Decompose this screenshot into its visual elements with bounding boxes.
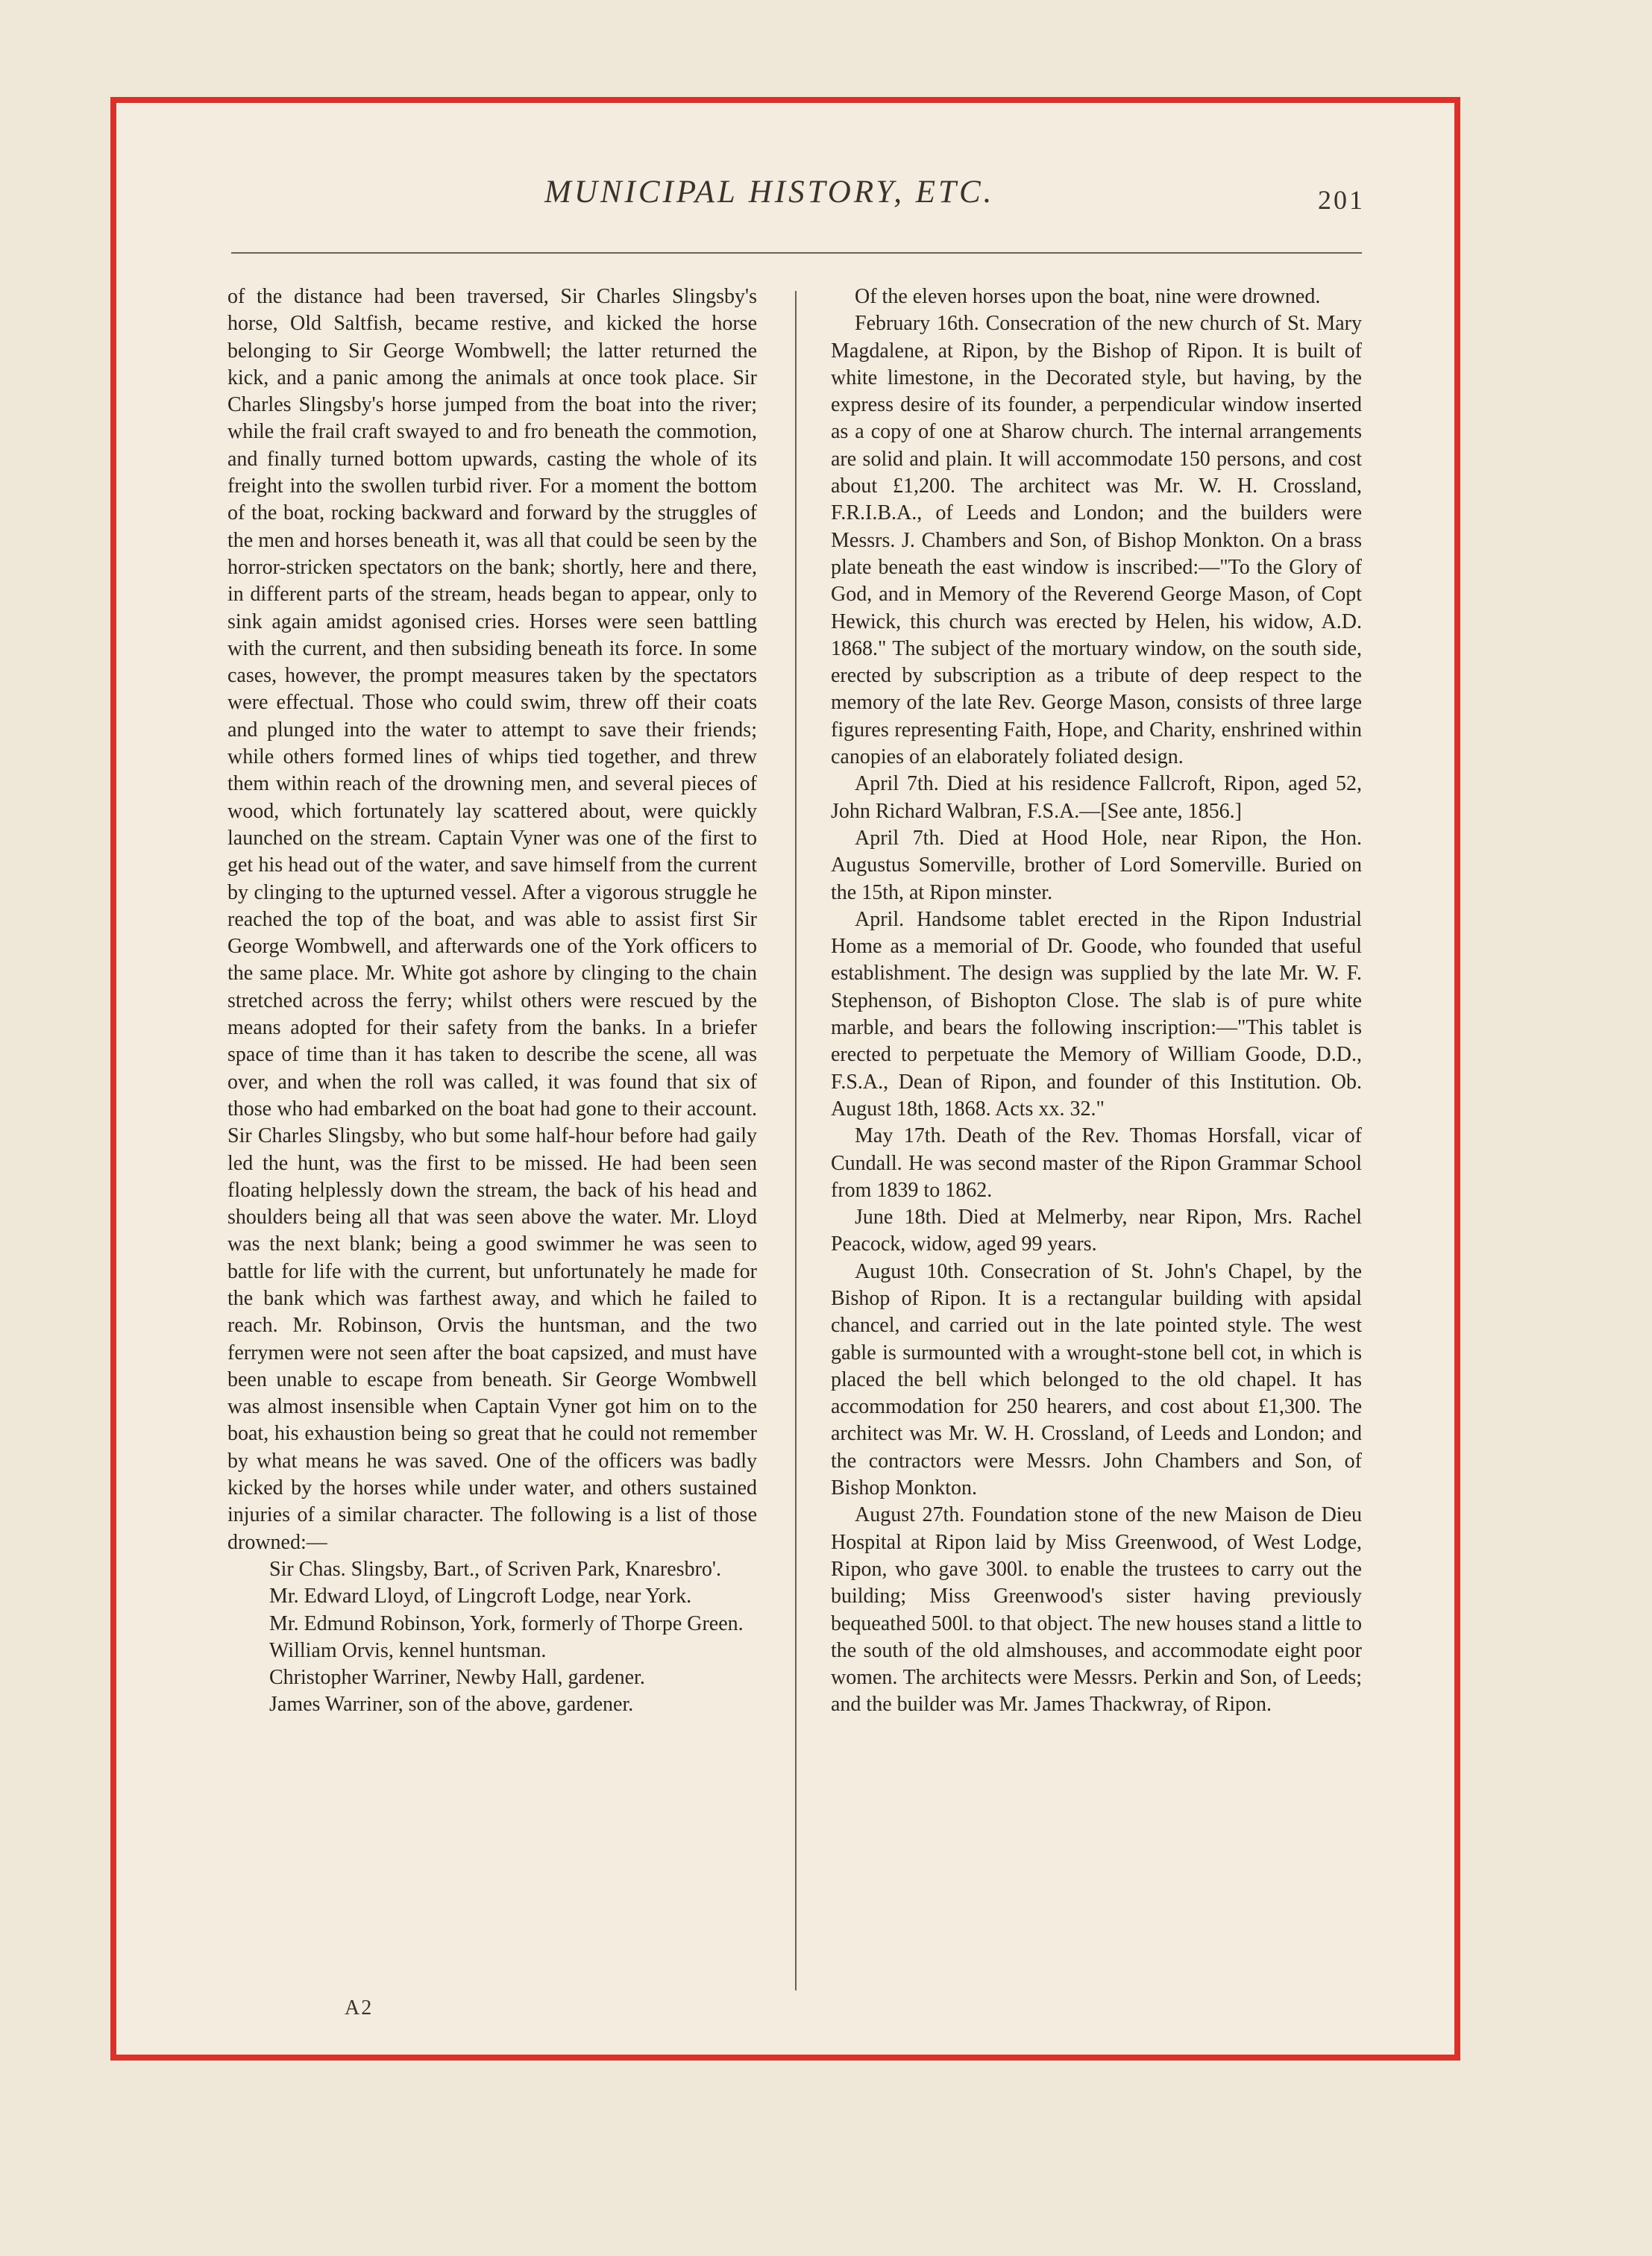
page-number: 201 [1318, 185, 1365, 215]
body-paragraph: August 27th. Foundation stone of the new Maison de Dieu Hospital at Ripon laid by Miss Greenwood, of West Lodge, Ripon, who gave 300l. to enable the trustees to carry out the building; Miss Greenwood's sister having previously bequeathed 500l. to that object. The new houses stand a little to the south of the old almshouses, and accommodate eight poor women. The architects were Messrs. Perkin and Son, of Leeds; and the builder was Mr. James Thackwray, of Ripon. [831, 1503, 1362, 1717]
column-divider [795, 291, 797, 1990]
page-header [224, 168, 1365, 228]
body-paragraph: April 7th. Died at Hood Hole, near Ripon, the Hon. Augustus Somerville, brother of Lord Somerville. Buried on the 15th, at Ripon minster. [831, 826, 1362, 904]
list-item: Mr. Edmund Robinson, York, formerly of Thorpe Green. [269, 1611, 744, 1635]
list-item: James Warriner, son of the above, gardener. [269, 1693, 634, 1717]
list-item: Christopher Warriner, Newby Hall, gardener. [269, 1666, 645, 1690]
list-item: William Orvis, kennel huntsman. [269, 1638, 547, 1662]
body-paragraph: August 10th. Consecration of St. John's Chapel, by the Bishop of Ripon. It is a rectangular building with apsidal chancel, and carried out in the late pointed style. The west gable is surmounted with a wrought-stone bell cot, in which is placed the bell which belonged to the old chapel. It has accommodation for 250 hearers, and cost about £1,300. The architect was Mr. W. H. Crossland, of Leeds and London; and the contractors were Messrs. John Chambers and Son, of Bishop Monkton. [831, 1259, 1362, 1500]
body-paragraph: February 16th. Consecration of the new church of St. Mary Magdalene, at Ripon, by the Bishop of Ripon. It is built of white limestone, in the Decorated style, but having, by the express desire of its founder, a perpendicular window inserted as a copy of one at Sharow church. The internal arrangements are solid and plain. It will accommodate 150 persons, and cost about £1,200. The architect was Mr. W. H. Crossland, F.R.I.B.A., of Leeds and London; and the builders were Messrs. J. Chambers and Son, of Bishop Monkton. On a brass plate beneath the east window is inscribed:—"To the Glory of God, and in Memory of the Reverend George Mason, of Copt Hewick, this church was erected by Helen, his widow, A.D. 1868." The subject of the mortuary window, on the south side, erected by subscription as a tribute of deep respect to the memory of the late Rev. George Mason, consists of three large figures representing Faith, Hope, and Charity, enshrined within canopies of an elaborately foliated design. [831, 312, 1362, 769]
body-paragraph: April. Handsome tablet erected in the Ripon Industrial Home as a memorial of Dr. Goode, who founded that useful establishment. The design was supplied by the late Mr. W. F. Stephenson, of Bishopton Close. The slab is of pure white marble, and bears the following inscription:—"This tablet is erected to perpetuate the Memory of William Goode, D.D., F.S.A., Dean of Ripon, and founder of this Institution. Ob. August 18th, 1868. Acts xx. 32." [831, 907, 1362, 1121]
body-paragraph: June 18th. Died at Melmerby, near Ripon, Mrs. Rachel Peacock, widow, aged 99 years. [831, 1206, 1362, 1256]
body-paragraph: May 17th. Death of the Rev. Thomas Horsfall, vicar of Cundall. He was second master of the Ripon Grammar School from 1839 to 1862. [831, 1124, 1362, 1202]
list-item: Mr. Edward Lloyd, of Lingcroft Lodge, near York. [269, 1585, 692, 1608]
body-paragraph: April 7th. Died at his residence Fallcroft, Ripon, aged 52, John Richard Walbran, F.S.A.—[See ante, 1856.] [831, 772, 1362, 823]
signature-mark: A2 [345, 1996, 374, 2020]
body-paragraph: Of the eleven horses upon the boat, nine were drowned. [855, 285, 1321, 308]
list-item: Sir Chas. Slingsby, Bart., of Scriven Park, Knaresbro'. [269, 1557, 721, 1581]
left-column [227, 283, 757, 1719]
body-paragraph: of the distance had been traversed, Sir Charles Slingsby's horse, Old Saltfish, became restive, and kicked the horse belonging to Sir George Wombwell; the latter returned the kick, and a panic among the animals at once took place. Sir Charles Slingsby's horse jumped from the boat into the river; while the frail craft swayed to and fro beneath the commotion, and finally turned bottom upwards, casting the whole of its freight into the swollen turbid river. For a moment the bottom of the boat, rocking backward and forward by the struggles of the men and horses beneath it, was all that could be seen by the horror-stricken spectators on the bank; shortly, here and there, in different parts of the stream, heads began to appear, only to sink again amidst agonised cries. Horses were seen battling with the current, and then subsiding beneath its force. In some cases, however, the prompt measures taken by the spectators were effectual. Those who could swim, threw off their coats and plunged into the water to attempt to save their friends; while others formed lines of whips tied together, and threw them within reach of the drowning men, and several pieces of wood, which fortunately lay scattered about, were quickly launched on the stream. Captain Vyner was one of the first to get his head out of the water, and save himself from the current by clinging to the upturned vessel. After a vigorous struggle he reached the top of the boat, and was able to assist first Sir George Wombwell, and afterwards one of the York officers to the same place. Mr. White got ashore by clinging to the chain stretched across the ferry; whilst others were rescued by the means adopted for their safety from the banks. In a briefer space of time than it has taken to describe the scene, all was over, and when the roll was called, it was found that six of those who had embarked on the boat had gone to their account. Sir Charles Slingsby, who but some half-hour before had gaily led the hunt, was the first to be missed. He had been seen floating helplessly down the stream, the back of his head and shoulders being all that was seen above the water. Mr. Lloyd was the next blank; being a good swimmer he was seen to battle for life with the current, but unfortunately he made for the bank which was farthest away, and which he failed to reach. Mr. Robinson, Orvis the huntsman, and the two ferrymen were not seen after the boat capsized, and must have been unable to escape from beneath. Sir George Wombwell was almost insensible when Captain Vyner got him on to the boat, his exhaustion being so great that he could not remember by what means he was saved. One of the officers was badly kicked by the horses while under water, and others sustained injuries of a similar character. The following is a list of those drowned:— [227, 285, 757, 1554]
header-rule [231, 252, 1362, 254]
right-column [831, 283, 1362, 1719]
running-title: MUNICIPAL HISTORY, ETC. [544, 175, 995, 210]
